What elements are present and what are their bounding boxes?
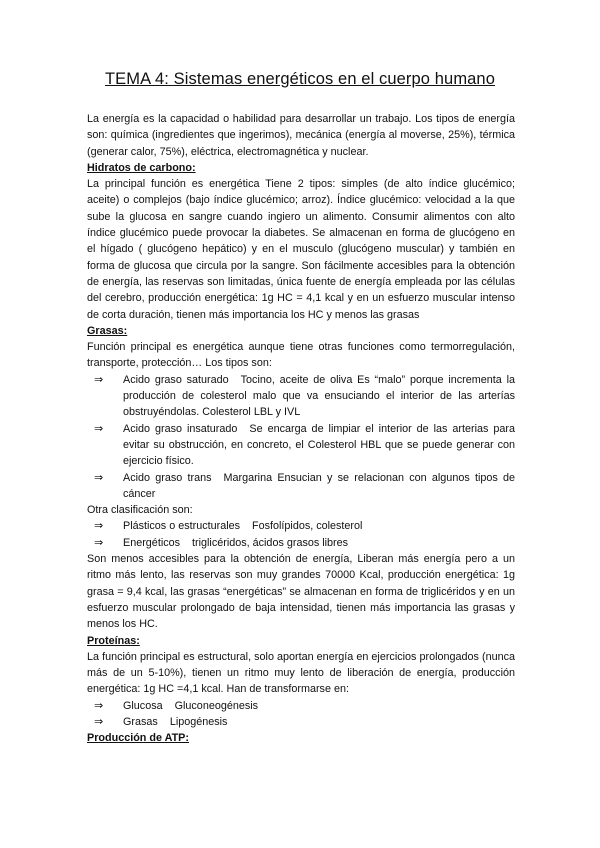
arrow-icon: ⇒ — [94, 714, 104, 728]
list-item-energetic — [87, 535, 515, 551]
item-name: Grasas — [123, 715, 158, 728]
item-name: Acido graso trans — [123, 471, 212, 484]
proteins-heading: Proteínas: — [87, 634, 140, 647]
intro-paragraph: La energía es la capacidad o habilidad para desarrollar un trabajo. Los tipos de energía son: química (ingredientes que ingerimos), mecánica (energía al moverse, 25%), térmica (generar calor, 75%), eléctrica, electromagnética y nuclear. — [87, 113, 515, 158]
arrow-icon: ⇒ — [94, 372, 104, 386]
list-item-unsaturated — [87, 421, 515, 470]
arrow-icon: ⇒ — [94, 421, 104, 435]
arrow-icon: ⇒ — [94, 535, 104, 549]
arrow-icon: ⇒ — [94, 470, 104, 484]
fats-heading: Grasas: — [87, 324, 128, 337]
item-name: Energéticos — [123, 536, 181, 549]
item-desc: Tocino, aceite de oliva Es “malo” porque incrementa la producción de colesterol malo que va ensuciando el interior de las arterías obstruyéndolas. Colesterol LBL y IVL — [123, 373, 515, 419]
other-classification-label: Otra clasificación son: — [87, 504, 193, 517]
item-name: Acido graso insaturado — [123, 422, 238, 435]
item-desc: Margarina Ensucian y se relacionan con algunos tipos de cáncer — [123, 471, 515, 500]
item-name: Glucosa — [123, 699, 163, 712]
arrow-icon: ⇒ — [94, 519, 104, 533]
item-desc: triglicéridos, ácidos grasos libres — [192, 536, 349, 549]
carbs-paragraph: La principal función es energética Tiene 2 tipos: simples (de alto índice glucémico; aceite) o complejos (bajo índice glucémico; arroz). Índice glucémico: velocidad a la que sube la glucosa en sangre cuando ingiero un alimento. Consumir alimentos con alto índice glucémico puede provocar la diabetes. Se almacenan en forma de glucógeno en el hígado ( glucógeno hepático) y en el musculo (glucógeno muscular) y también en forma de glucosa que circula por la sangre. Son fácilmente accesibles para la obtención de energía, las reservas son limitadas, única fuente de energía empleada por las células del cerebro, producción energética: 1g HC = 4,1 kcal y en un esfuerzo muscular intenso de corta duración, tienen más importancia los HC y menos las grasas — [87, 178, 515, 321]
atp-heading: Producción de ATP: — [87, 732, 189, 745]
proteins-paragraph: La función principal es estructural, solo aportan energía en ejercicios prolongados (nunca más de un 5-10%), tienen un ritmo muy lento de liberación de energía, producción energética: 1g HC =4,1 kcal. Han de transformarse en: — [87, 650, 515, 696]
list-item-fats — [87, 714, 515, 730]
list-item-trans — [87, 470, 515, 503]
list-item-glucose — [87, 698, 515, 714]
arrow-icon: ⇒ — [94, 698, 104, 712]
fats-closing-paragraph: Son menos accesibles para la obtención de energía, Liberan más energía pero a un ritmo más lento, las reservas son muy grandes 70000 Kcal, producción energética: 1g grasa = 9,4 kcal, las grasas “energéticas” se almacenan en forma de triglicéridos y en un esfuerzo muscular prolongado de baja intensidad, tienen más importancia las grasas y menos los HC. — [87, 553, 515, 631]
fats-paragraph: Función principal es energética aunque tiene otras funciones como termorregulación, transporte, protección… Los tipos son: — [87, 341, 515, 370]
item-name: Acido graso saturado — [123, 373, 229, 386]
item-desc: Lipogénesis — [169, 715, 228, 728]
list-item-structural — [87, 518, 515, 534]
list-item-saturated — [87, 372, 515, 421]
document-body — [87, 111, 515, 747]
item-desc: Se encarga de limpiar el interior de las arterias para evitar su obstrucción, en concreto, el Colesterol HBL que se puede generar con ejercicio físico. — [123, 422, 516, 468]
carbs-heading: Hidratos de carbono: — [87, 161, 196, 174]
item-desc: Fosfolípidos, colesterol — [252, 520, 363, 533]
page-title: TEMA 4: Sistemas energéticos en el cuerpo humano — [104, 70, 495, 88]
item-name: Plásticos o estructurales — [123, 520, 241, 533]
item-desc: Gluconeogénesis — [174, 699, 259, 712]
